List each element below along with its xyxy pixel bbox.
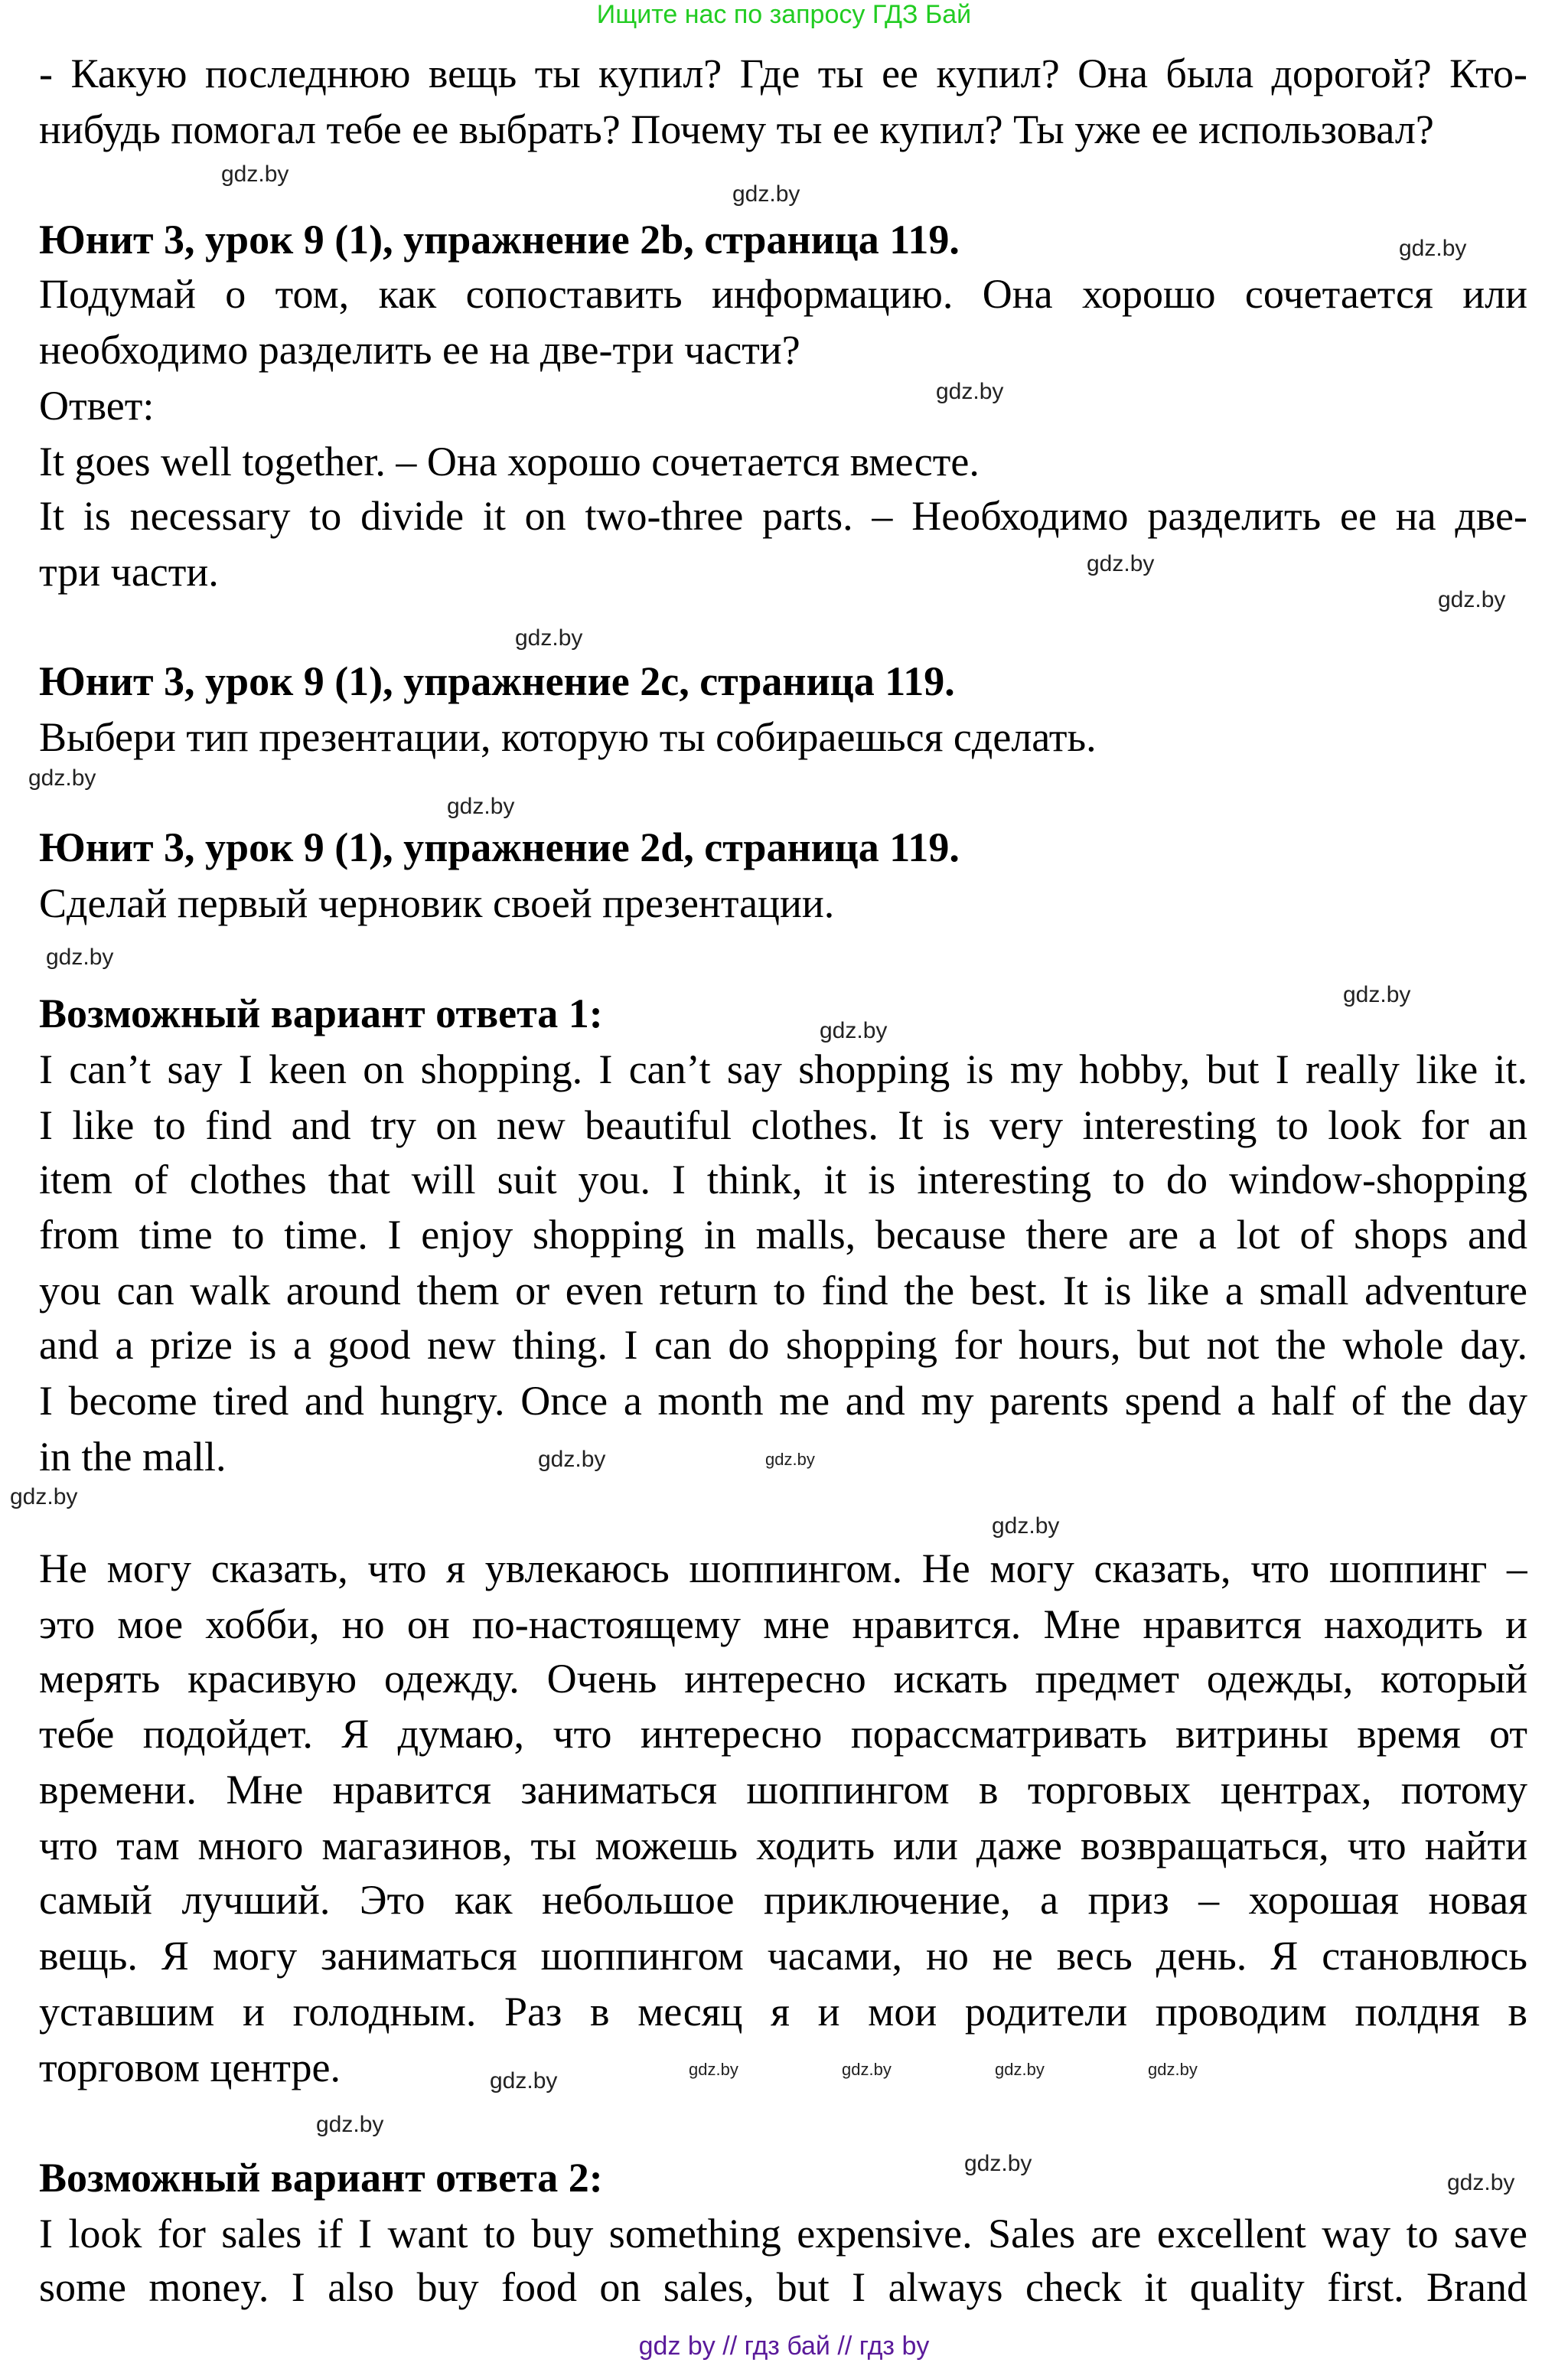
text-line: and a prize is a good new thing. I can do shopping for hours, but not the whole day. (39, 1322, 1527, 1368)
text-line: I become tired and hungry. Once a month me and my parents spend a half of the day (39, 1378, 1527, 1424)
text-line: Выбери тип презентации, которую ты собираешься сделать. (39, 714, 1097, 760)
text-line: вещь. Я могу заниматься шоппингом часами, но не весь день. Я становлюсь (39, 1933, 1527, 1979)
watermark: gdz.by (515, 625, 583, 651)
watermark: gdz.by (1447, 2170, 1515, 2195)
text-line: Сделай первый черновик своей презентации. (39, 880, 835, 926)
watermark: gdz.by (1087, 551, 1155, 576)
text-line: - Какую последнюю вещь ты купил? Где ты ее купил? Она была дорогой? Кто- (39, 51, 1527, 96)
text-line: торговом центре. (39, 2045, 341, 2090)
text-line: необходимо разделить ее на две-три части? (39, 327, 800, 373)
search-banner: Ищите нас по запросу ГДЗ Бай (596, 0, 972, 29)
watermark: gdz.by (1399, 236, 1467, 261)
section-heading: Юнит 3, урок 9 (1), упражнение 2d, страница 119. (39, 824, 960, 870)
watermark: gdz.by (316, 2112, 384, 2137)
watermark: gdz.by (992, 1513, 1060, 1539)
watermark: gdz.by (842, 2060, 892, 2079)
watermark: gdz.by (538, 1447, 606, 1472)
watermark: gdz.by (732, 181, 800, 207)
text-line: мерять красивую одежду. Очень интересно искать предмет одежды, который (39, 1656, 1527, 1702)
text-line: Не могу сказать, что я увлекаюсь шоппингом. Не могу сказать, что шоппинг – (39, 1545, 1527, 1591)
text-line: I can’t say I keen on shopping. I can’t say shopping is my hobby, but I really like it. (39, 1046, 1527, 1092)
watermark: gdz.by (936, 379, 1004, 404)
text-line: It is necessary to divide it on two-three parts. – Необходимо разделить ее на две- (39, 493, 1527, 539)
text-line: I look for sales if I want to buy something expensive. Sales are excellent way to save (39, 2211, 1527, 2257)
text-line: you can walk around them or even return to find the best. It is like a small adventure (39, 1268, 1527, 1314)
watermark: gdz.by (964, 2151, 1032, 2176)
watermark: gdz.by (1148, 2060, 1198, 2079)
watermark: gdz.by (689, 2060, 738, 2079)
text-line: Ответ: (39, 383, 155, 429)
text-line: Подумай о том, как сопоставить информацию. Она хорошо сочетается или (39, 271, 1527, 317)
watermark: gdz.by (447, 794, 515, 819)
text-line: in the mall. (39, 1434, 227, 1480)
text-line: времени. Мне нравится заниматься шоппингом в торговых центрах, потому (39, 1767, 1527, 1813)
text-line: тебе подойдет. Я думаю, что интересно порассматривать витрины время от (39, 1711, 1527, 1757)
watermark: gdz.by (1438, 587, 1506, 612)
watermark: gdz.by (28, 765, 96, 791)
text-line: I like to find and try on new beautiful clothes. It is very interesting to look for an (39, 1102, 1527, 1148)
text-line: три части. (39, 549, 219, 595)
watermark: gdz.by (46, 945, 114, 970)
text-line: что там много магазинов, ты можешь ходить или даже возвращаться, что найти (39, 1823, 1527, 1868)
section-heading: Юнит 3, урок 9 (1), упражнение 2c, страница 119. (39, 658, 955, 704)
footer-banner: gdz by // гдз бай // гдз by (638, 2332, 930, 2361)
text-line: самый лучший. Это как небольшое приключение, а приз – хорошая новая (39, 1877, 1527, 1923)
text-line: уставшим и голодным. Раз в месяц я и мои родители проводим полдня в (39, 1989, 1527, 2035)
section-heading: Возможный вариант ответа 1: (39, 990, 603, 1036)
text-line: some money. I also buy food on sales, but I always check it quality first. Brand (39, 2264, 1527, 2310)
watermark: gdz.by (221, 162, 289, 187)
text-line: это мое хобби, но он по-настоящему мне нравится. Мне нравится находить и (39, 1601, 1527, 1647)
watermark: gdz.by (10, 1484, 78, 1509)
text-line: нибудь помогал тебе ее выбрать? Почему ты ее купил? Ты уже ее использовал? (39, 106, 1434, 152)
watermark: gdz.by (995, 2060, 1045, 2079)
watermark: gdz.by (490, 2068, 558, 2094)
text-line: It goes well together. – Она хорошо сочетается вместе. (39, 439, 980, 485)
section-heading: Возможный вариант ответа 2: (39, 2155, 603, 2201)
text-line: from time to time. I enjoy shopping in malls, because there are a lot of shops and (39, 1212, 1527, 1258)
section-heading: Юнит 3, урок 9 (1), упражнение 2b, страница 119. (39, 217, 960, 263)
text-line: item of clothes that will suit you. I think, it is interesting to do window-shopping (39, 1157, 1527, 1203)
watermark: gdz.by (1343, 982, 1411, 1007)
watermark: gdz.by (765, 1450, 815, 1469)
watermark: gdz.by (820, 1018, 888, 1043)
